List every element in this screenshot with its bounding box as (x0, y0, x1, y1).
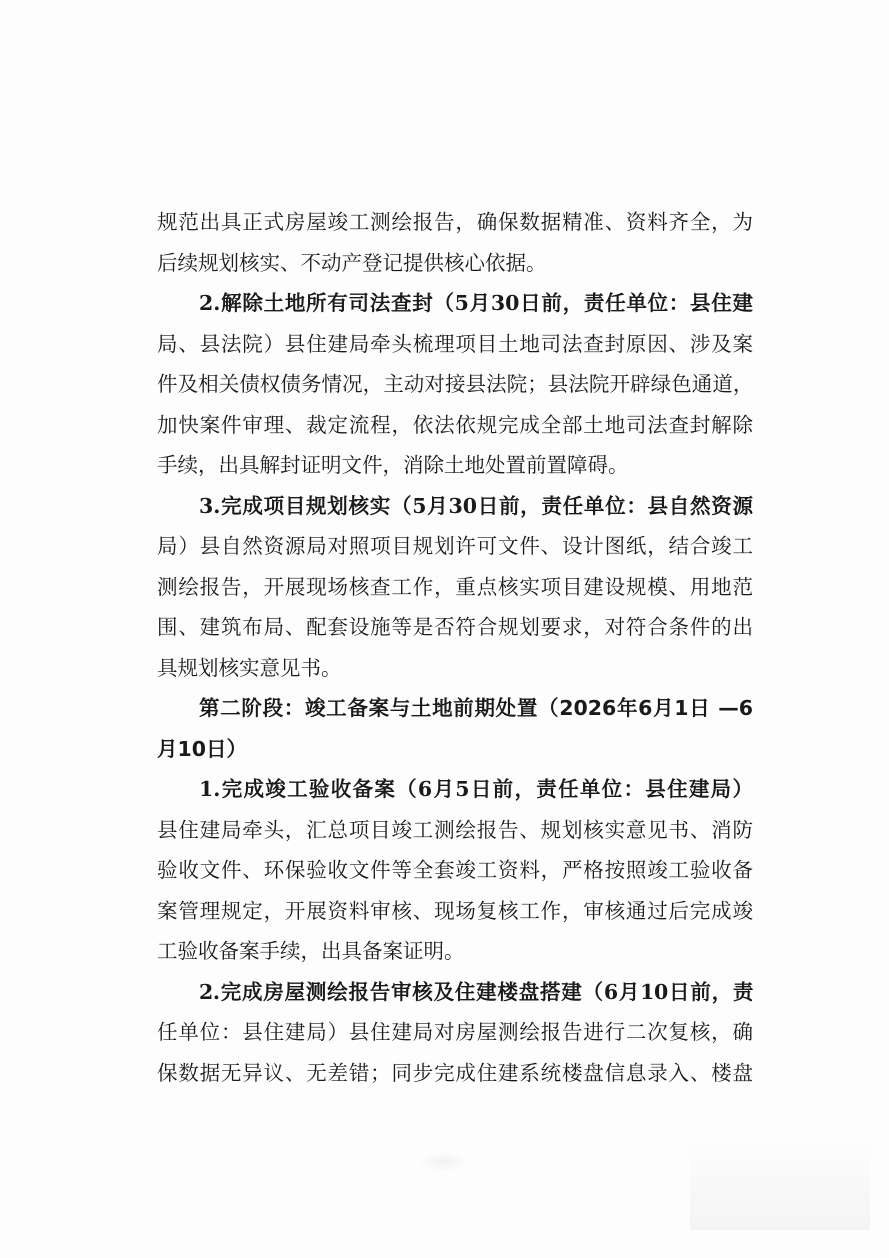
text-line: 保数据无异议、无差错；同步完成住建系统楼盘信息录入、楼盘 (157, 1060, 753, 1085)
stage-heading-line: 第二阶段：竣工备案与土地前期处置（2026年6月1日 —6 (199, 696, 753, 720)
scan-smudge (418, 1152, 468, 1172)
text-line: 工验收备案手续，出具备案证明。 (157, 939, 465, 963)
text-line: 县住建局牵头，汇总项目竣工测绘报告、规划核实意见书、消防 (157, 817, 753, 842)
item-heading-line: 2.完成房屋测绘报告审核及住建楼盘搭建（6月10日前，责 (199, 979, 753, 1004)
text-line: 手续，出具解封证明文件，消除土地处置前置障碍。 (157, 453, 629, 477)
text-line: 局）县自然资源局对照项目规划许可文件、设计图纸，结合竣工 (157, 534, 753, 558)
text-line: 规范出具正式房屋竣工测绘报告，确保数据精准、资料齐全，为 (157, 210, 753, 234)
text-line: 局、县法院）县住建局牵头梳理项目土地司法查封原因、涉及案 (157, 331, 753, 356)
text-line: 验收文件、环保验收文件等全套竣工资料，严格按照竣工验收备 (157, 858, 753, 882)
item-heading-line: 2.解除土地所有司法查封（5月30日前，责任单位：县住建 (199, 291, 753, 315)
text-line: 加快案件审理、裁定流程，依法依规完成全部土地司法查封解除 (157, 412, 753, 437)
scan-shadow (690, 1140, 870, 1230)
text-line: 围、建筑布局、配套设施等是否符合规划要求，对符合条件的出 (157, 615, 753, 639)
text-line: 件及相关债权债务情况，主动对接县法院；县法院开辟绿色通道， (157, 372, 753, 396)
text-line: 任单位：县住建局）县住建局对房屋测绘报告进行二次复核，确 (157, 1020, 753, 1044)
item-heading-line: 3.完成项目规划核实（5月30日前，责任单位：县自然资源 (199, 493, 753, 518)
document-body (157, 202, 753, 1093)
text-line: 测绘报告，开展现场核查工作，重点核实项目建设规模、用地范 (157, 574, 753, 599)
item-heading-line: 1.完成竣工验收备案（6月5日前，责任单位：县住建局） (199, 777, 753, 801)
stage-heading-line: 月10日） (157, 736, 248, 761)
text-line: 具规划核实意见书。 (157, 655, 342, 680)
text-line: 后续规划核实、不动产登记提供核心依据。 (157, 250, 547, 275)
text-line: 案管理规定，开展资料审核、现场复核工作，审核通过后完成竣 (157, 898, 753, 923)
